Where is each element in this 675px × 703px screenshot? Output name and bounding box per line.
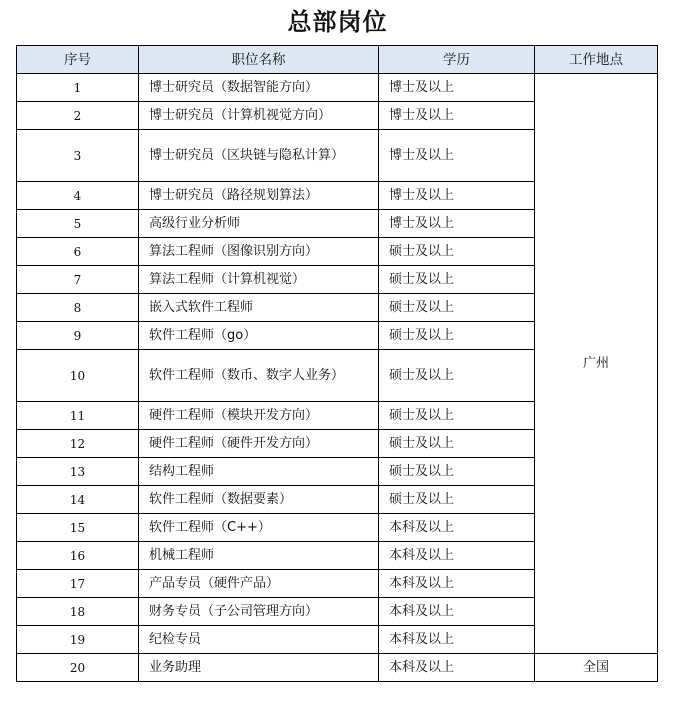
cell-num: 5 (17, 210, 139, 238)
cell-name: 产品专员（硬件产品） (139, 570, 379, 598)
cell-education: 硕士及以上 (379, 238, 535, 266)
cell-num: 4 (17, 182, 139, 210)
cell-num: 19 (17, 626, 139, 654)
cell-education: 硕士及以上 (379, 486, 535, 514)
positions-table (16, 45, 658, 682)
cell-education: 本科及以上 (379, 598, 535, 626)
cell-num: 14 (17, 486, 139, 514)
cell-education: 本科及以上 (379, 570, 535, 598)
cell-num: 20 (17, 654, 139, 682)
cell-education: 本科及以上 (379, 514, 535, 542)
cell-name: 博士研究员（数据智能方向） (139, 74, 379, 102)
cell-education: 博士及以上 (379, 210, 535, 238)
cell-name: 高级行业分析师 (139, 210, 379, 238)
cell-name: 博士研究员（计算机视觉方向） (139, 102, 379, 130)
header-education: 学历 (379, 46, 535, 74)
cell-name: 结构工程师 (139, 458, 379, 486)
cell-name: 博士研究员（区块链与隐私计算） (139, 130, 379, 182)
cell-num: 9 (17, 322, 139, 350)
header-num: 序号 (17, 46, 139, 74)
table-row (17, 654, 658, 682)
cell-education: 硕士及以上 (379, 294, 535, 322)
cell-name: 软件工程师（数据要素） (139, 486, 379, 514)
cell-education: 博士及以上 (379, 182, 535, 210)
table-header-row (17, 46, 658, 74)
cell-num: 11 (17, 402, 139, 430)
cell-name: 软件工程师（C++） (139, 514, 379, 542)
cell-name: 业务助理 (139, 654, 379, 682)
table-row (17, 74, 658, 102)
cell-education: 硕士及以上 (379, 430, 535, 458)
cell-education: 硕士及以上 (379, 266, 535, 294)
cell-location: 全国 (535, 654, 658, 682)
cell-num: 10 (17, 350, 139, 402)
cell-education: 博士及以上 (379, 102, 535, 130)
cell-education: 本科及以上 (379, 654, 535, 682)
cell-name: 嵌入式软件工程师 (139, 294, 379, 322)
cell-name: 纪检专员 (139, 626, 379, 654)
cell-location-merged: 广州 (535, 74, 658, 654)
cell-name: 机械工程师 (139, 542, 379, 570)
cell-name: 财务专员（子公司管理方向） (139, 598, 379, 626)
cell-num: 3 (17, 130, 139, 182)
cell-num: 7 (17, 266, 139, 294)
cell-num: 6 (17, 238, 139, 266)
cell-num: 16 (17, 542, 139, 570)
header-location: 工作地点 (535, 46, 658, 74)
cell-education: 本科及以上 (379, 626, 535, 654)
header-name: 职位名称 (139, 46, 379, 74)
cell-education: 硕士及以上 (379, 458, 535, 486)
cell-name: 博士研究员（路径规划算法） (139, 182, 379, 210)
cell-education: 硕士及以上 (379, 402, 535, 430)
cell-name: 算法工程师（计算机视觉） (139, 266, 379, 294)
cell-num: 1 (17, 74, 139, 102)
cell-education: 博士及以上 (379, 74, 535, 102)
cell-name: 硬件工程师（硬件开发方向） (139, 430, 379, 458)
cell-num: 18 (17, 598, 139, 626)
page-title: 总部岗位 (287, 7, 388, 36)
cell-num: 12 (17, 430, 139, 458)
cell-num: 17 (17, 570, 139, 598)
cell-num: 13 (17, 458, 139, 486)
cell-name: 硬件工程师（模块开发方向） (139, 402, 379, 430)
cell-num: 2 (17, 102, 139, 130)
cell-education: 博士及以上 (379, 130, 535, 182)
cell-name: 软件工程师（go） (139, 322, 379, 350)
cell-name: 软件工程师（数币、数字人业务） (139, 350, 379, 402)
cell-education: 硕士及以上 (379, 350, 535, 402)
cell-education: 硕士及以上 (379, 322, 535, 350)
cell-num: 8 (17, 294, 139, 322)
cell-education: 本科及以上 (379, 542, 535, 570)
cell-name: 算法工程师（图像识别方向） (139, 238, 379, 266)
cell-num: 15 (17, 514, 139, 542)
